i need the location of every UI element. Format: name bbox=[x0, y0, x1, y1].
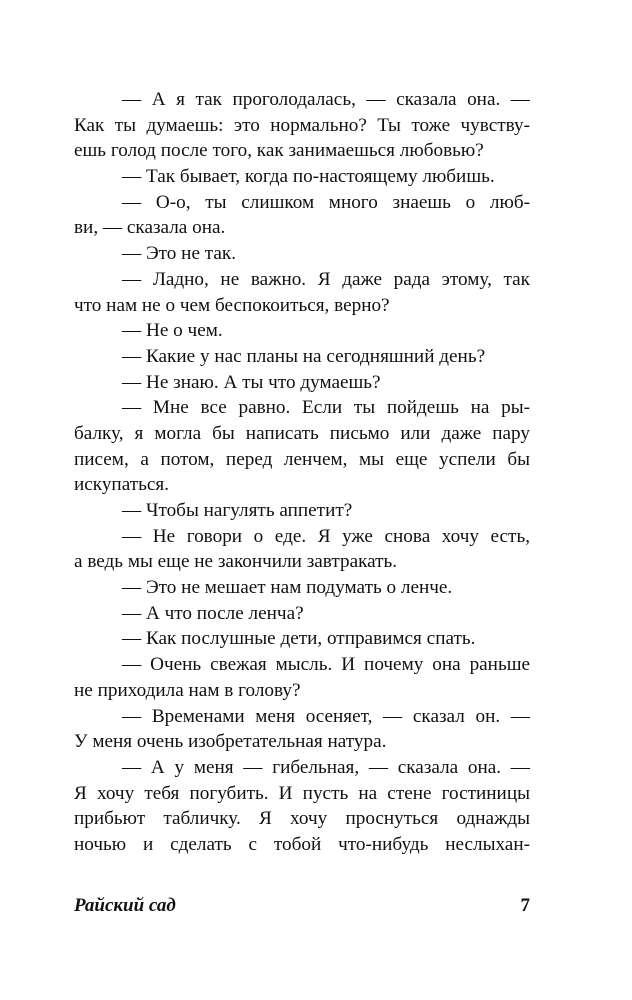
text-line: — О-о, ты слишком много знаешь о люб- bbox=[122, 191, 530, 213]
text-line: — Не знаю. А ты что думаешь? bbox=[122, 371, 381, 393]
text-line: что нам не о чем беспокоиться, верно? bbox=[74, 294, 390, 316]
text-line: — А что после ленча? bbox=[122, 602, 304, 624]
text-line: — Чтобы нагулять аппетит? bbox=[122, 500, 353, 521]
text-line: не приходила нам в голову? bbox=[74, 679, 301, 701]
text-line: — Мне все равно. Если ты пойдешь на ры- bbox=[122, 397, 530, 419]
text-line: ви, — сказала она. bbox=[74, 217, 226, 239]
text-line: — Не о чем. bbox=[122, 320, 223, 342]
text-line: — Очень свежая мысль. И почему она раньше bbox=[122, 654, 530, 676]
page-body-text bbox=[74, 87, 530, 858]
text-line: — Как послушные дети, отправимся спать. bbox=[122, 628, 476, 650]
text-line: Я хочу тебя погубить. И пусть на стене гостиницы bbox=[74, 782, 530, 804]
text-line: балку, я могла бы написать письмо или даже пару bbox=[74, 422, 530, 444]
text-line: — Это не мешает нам подумать о ленче. bbox=[122, 577, 453, 599]
text-line: — Ладно, не важно. Я даже рада этому, так bbox=[122, 268, 530, 290]
text-line: — Это не так. bbox=[122, 243, 237, 265]
text-line: У меня очень изобретательная натура. bbox=[74, 731, 387, 753]
text-line: — Какие у нас планы на сегодняшний день? bbox=[122, 345, 486, 367]
running-title: Райский сад bbox=[74, 895, 176, 916]
text-line: — А я так проголодалась, — сказала она. — bbox=[122, 89, 530, 110]
text-line: писем, а потом, перед ленчем, мы еще успели бы bbox=[74, 448, 530, 470]
text-line: прибьют табличку. Я хочу проснуться однажды bbox=[74, 808, 530, 830]
text-line: — Так бывает, когда по-настоящему любишь. bbox=[122, 166, 495, 188]
text-line: — А у меня — гибельная, — сказала она. — bbox=[122, 756, 530, 778]
text-line: ночью и сделать с тобой что-нибудь неслыхан- bbox=[74, 833, 530, 855]
text-line: а ведь мы еще не закончили завтракать. bbox=[74, 551, 398, 573]
text-line: искупаться. bbox=[74, 474, 169, 496]
text-line: ешь голод после того, как занимаешься любовью? bbox=[74, 140, 484, 162]
page-number: 7 bbox=[520, 895, 530, 916]
text-line: — Не говори о еде. Я уже снова хочу есть, bbox=[122, 525, 530, 547]
text-line: — Временами меня осеняет, — сказал он. — bbox=[122, 705, 530, 727]
text-line: Как ты думаешь: это нормально? Ты тоже чувству- bbox=[74, 114, 530, 136]
page-footer bbox=[74, 895, 530, 925]
